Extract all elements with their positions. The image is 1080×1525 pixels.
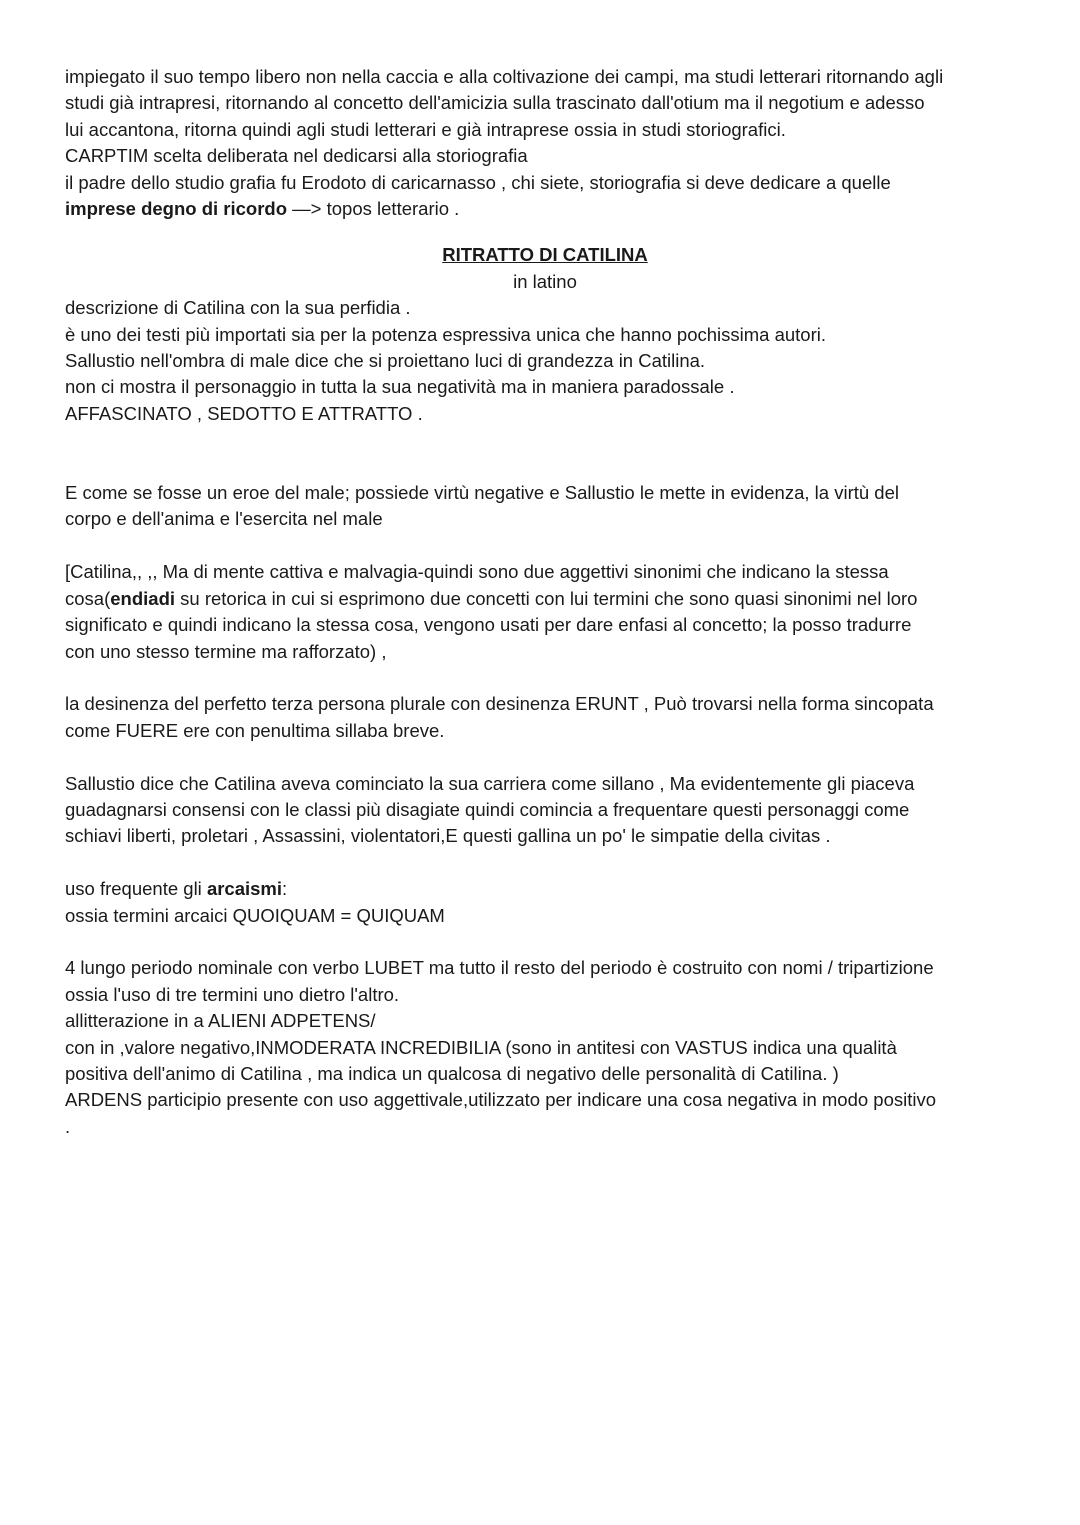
bold-term: arcaismi — [206, 878, 283, 900]
text-line: con uno stesso termine ma rafforzato) , — [65, 640, 387, 662]
text-line: corpo e dell'anima e l'esercita nel male — [65, 508, 383, 530]
text-line: lui accantona, ritorna quindi agli studi letterari e già intraprese ossia in studi storiografici. — [65, 118, 786, 140]
text-line: ossia l'uso di tre termini uno dietro l'altro. — [65, 983, 400, 1005]
paragraph-periodo — [65, 955, 1025, 1140]
spacer — [65, 665, 1025, 691]
spacer — [65, 744, 1025, 770]
text-fragment: su retorica in cui si esprimono due concetti con lui termini che sono quasi sinonimi nel loro — [175, 587, 918, 609]
section-subtitle: in latino — [513, 270, 577, 292]
text-line: allitterazione in a ALIENI ADPETENS/ — [65, 1010, 376, 1032]
text-line: il padre dello studio grafia fu Erodoto di caricarnasso , chi siete, storiografia si deve dedicare a quelle — [65, 171, 891, 193]
text-line: . — [65, 1115, 71, 1137]
text-line: E come se fosse un eroe del male; possiede virtù negative e Sallustio le mette in evidenza, la virtù del — [65, 482, 899, 504]
text-line: con in ,valore negativo,INMODERATA INCREDIBILIA (sono in antitesi con VASTUS indica una qualità — [65, 1036, 897, 1058]
text-fragment: cosa( — [65, 587, 111, 609]
text-line: positiva dell'animo di Catilina , ma indica un qualcosa di negativo delle personalità di Catilina. ) — [65, 1062, 839, 1084]
intro-paragraph — [65, 64, 1025, 222]
text-line: [Catilina,, ,, Ma di mente cattiva e malvagia-quindi sono due aggettivi sinonimi che indicano la stessa — [65, 561, 889, 583]
text-line: non ci mostra il personaggio in tutta la sua negatività ma in maniera paradossale . — [65, 376, 735, 398]
text-line: CARPTIM scelta deliberata nel dedicarsi alla storiografia — [65, 145, 528, 167]
paragraph-carriera — [65, 771, 1025, 850]
spacer — [65, 850, 1025, 876]
paragraph-arcaismi — [65, 876, 1025, 929]
text-line: impiegato il suo tempo libero non nella caccia e alla coltivazione dei campi, ma studi letterari ritornando agli — [65, 66, 944, 87]
text-line: ARDENS participio presente con uso aggettivale,utilizzato per indicare una cosa negativa in modo positivo — [65, 1089, 937, 1111]
text-line: 4 lungo periodo nominale con verbo LUBET ma tutto il resto del periodo è costruito con nomi / tripartizione — [65, 957, 934, 979]
text-fragment: —> topos letterario . — [287, 198, 460, 220]
paragraph-hero — [65, 480, 1025, 533]
text-fragment: uso frequente gli — [65, 878, 207, 900]
bold-phrase: imprese degno di ricordo — [65, 198, 288, 220]
text-line: descrizione di Catilina con la sua perfidia . — [65, 297, 411, 319]
section-title: RITRATTO DI CATILINA — [442, 244, 648, 266]
paragraph-description — [65, 295, 1025, 427]
text-line: schiavi liberti, proletari , Assassini, violentatori,E questi gallina un po' le simpatie della civitas . — [65, 825, 831, 847]
bold-term: endiadi — [110, 587, 176, 609]
text-line: studi già intrapresi, ritornando al concetto dell'amicizia sulla trascinato dall'otium ma il negotium e adesso — [65, 92, 925, 114]
text-line — [65, 876, 1025, 902]
text-line: significato e quindi indicano la stessa cosa, vengono usati per dare enfasi al concetto; la posso tradurre — [65, 614, 912, 636]
text-line — [65, 196, 1025, 222]
document-page — [65, 64, 1025, 1140]
text-line: Sallustio dice che Catilina aveva cominciato la sua carriera come sillano , Ma evidentemente gli piaceva — [65, 772, 915, 794]
paragraph-endiadi — [65, 559, 1025, 665]
text-line — [65, 586, 1025, 612]
text-line: come FUERE ere con penultima sillaba breve. — [65, 719, 445, 741]
spacer — [65, 929, 1025, 955]
text-line: Sallustio nell'ombra di male dice che si proiettano luci di grandezza in Catilina. — [65, 350, 706, 372]
text-fragment: : — [282, 878, 288, 900]
text-line: ossia termini arcaici QUOIQUAM = QUIQUAM — [65, 904, 445, 926]
text-line: la desinenza del perfetto terza persona plurale con desinenza ERUNT , Può trovarsi nella forma sincopata — [65, 693, 934, 715]
spacer — [65, 427, 1025, 480]
text-line: AFFASCINATO , SEDOTTO E ATTRATTO . — [65, 402, 423, 424]
paragraph-desinenza — [65, 691, 1025, 744]
text-line: guadagnarsi consensi con le classi più disagiate quindi comincia a frequentare questi personaggi come — [65, 798, 910, 820]
spacer — [65, 533, 1025, 559]
text-line: è uno dei testi più importati sia per la potenza espressiva unica che hanno pochissima autori. — [65, 323, 826, 345]
